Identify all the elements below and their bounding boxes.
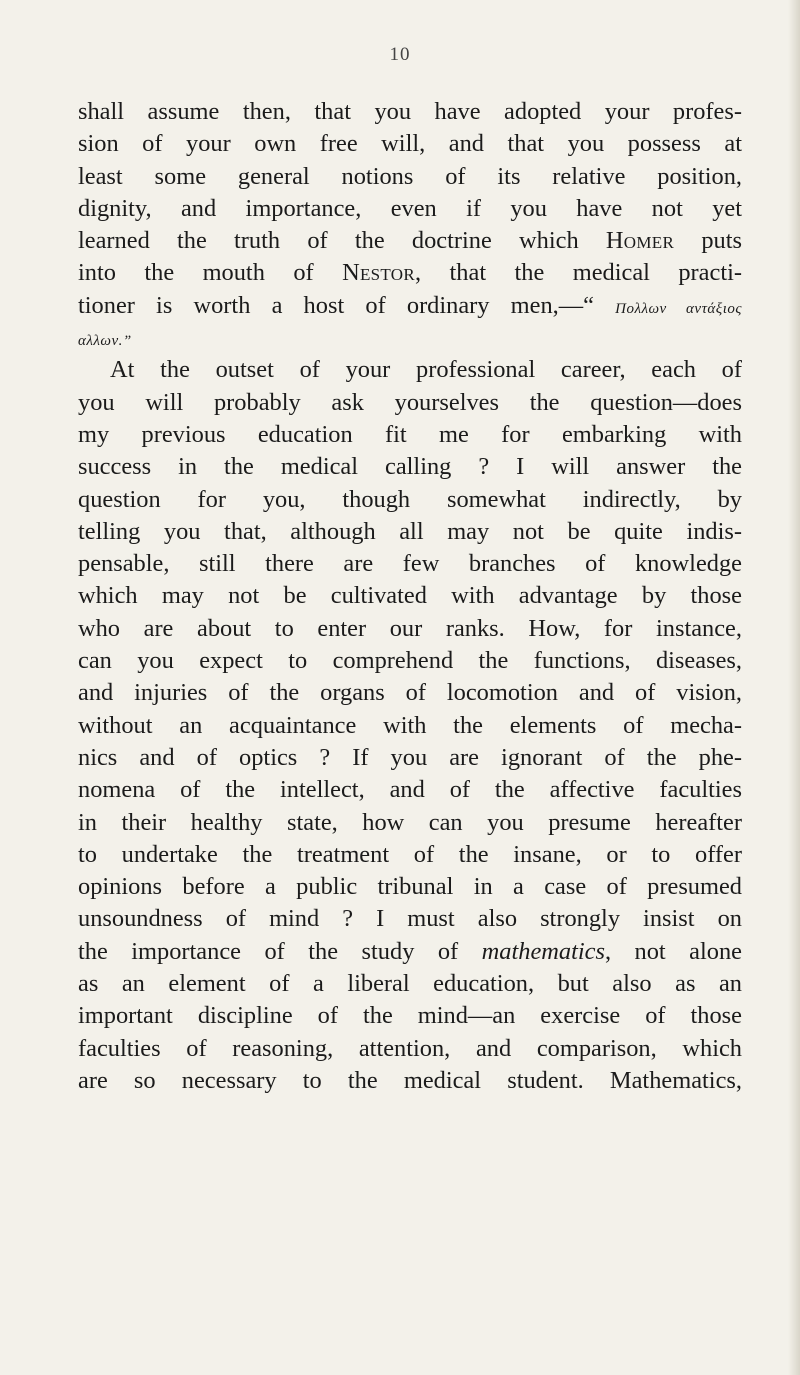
text-line: can you expect to comprehend the functions, diseases, [78,647,742,675]
text-line: faculties of reasoning, attention, and comparison, which [78,1034,742,1062]
text-line: to undertake the treatment of the insane, or to offer [78,840,742,868]
text-line: nomena of the intellect, and of the affective faculties [78,776,742,804]
page-edge-shadow [788,0,800,1375]
text-line [78,257,742,289]
emphasis-mathematics: mathematics [481,937,605,965]
text-line [78,322,742,354]
text-line: success in the medical calling ? I will answer the [78,453,742,481]
text-line [78,936,742,968]
greek-quotation-end: αλλων.” [78,333,132,350]
text-line: question for you, though somewhat indirectly, by [78,485,742,513]
text-line: you will probably ask yourselves the question—does [78,388,742,416]
text-line: in their healthy state, how can you presume hereafter [78,808,742,836]
text-run: learned the truth of the doctrine which [78,227,606,255]
text-line: important discipline of the mind—an exercise of those [78,1002,742,1030]
text-line: without an acquaintance with the elements of mecha- [78,711,742,739]
text-line: as an element of a liberal education, but also as an [78,970,742,998]
text-run: puts [674,227,742,255]
text-line: who are about to enter our ranks. How, for instance, [78,614,742,642]
name-homer: Homer [605,227,675,255]
text-line: sion of your own free will, and that you possess at [78,130,742,158]
text-run: , not alone [604,937,742,965]
paragraph-2 [78,354,742,1097]
text-line: At the outset of your professional career, each of [110,356,742,384]
text-line: telling you that, although all may not be quite indis- [78,517,742,545]
text-line: are so necessary to the medical student. Mathematics, [78,1066,742,1094]
body-text [78,96,742,1097]
paragraph-1 [78,96,742,354]
text-line: pensable, still there are few branches of knowledge [78,550,742,578]
text-line: unsoundness of mind ? I must also strongly insist on [78,905,742,933]
greek-quotation: Πολλων αντάξιος [615,300,742,317]
text-run: into the mouth of [78,259,343,287]
text-line: shall assume then, that you have adopted your profes- [78,98,742,125]
text-line: which may not be cultivated with advantage by those [78,582,742,610]
page-number: 10 [389,44,411,65]
text-line: nics and of optics ? If you are ignorant of the phe- [78,743,742,771]
text-line [78,225,742,257]
text-run: tioner is worth a host of ordinary men,—“ [78,291,616,319]
text-line: my previous education fit me for embarking with [78,420,742,448]
text-line: dignity, and importance, even if you have not yet [78,194,742,222]
text-run: the importance of the study of [78,937,482,965]
text-line [78,290,742,322]
text-run: , that the medical practi- [415,259,742,287]
text-line: least some general notions of its relative position, [78,162,742,190]
name-nestor: Nestor [342,259,416,287]
text-line: and injuries of the organs of locomotion and of vision, [78,679,742,707]
text-line: opinions before a public tribunal in a case of presumed [78,873,742,901]
